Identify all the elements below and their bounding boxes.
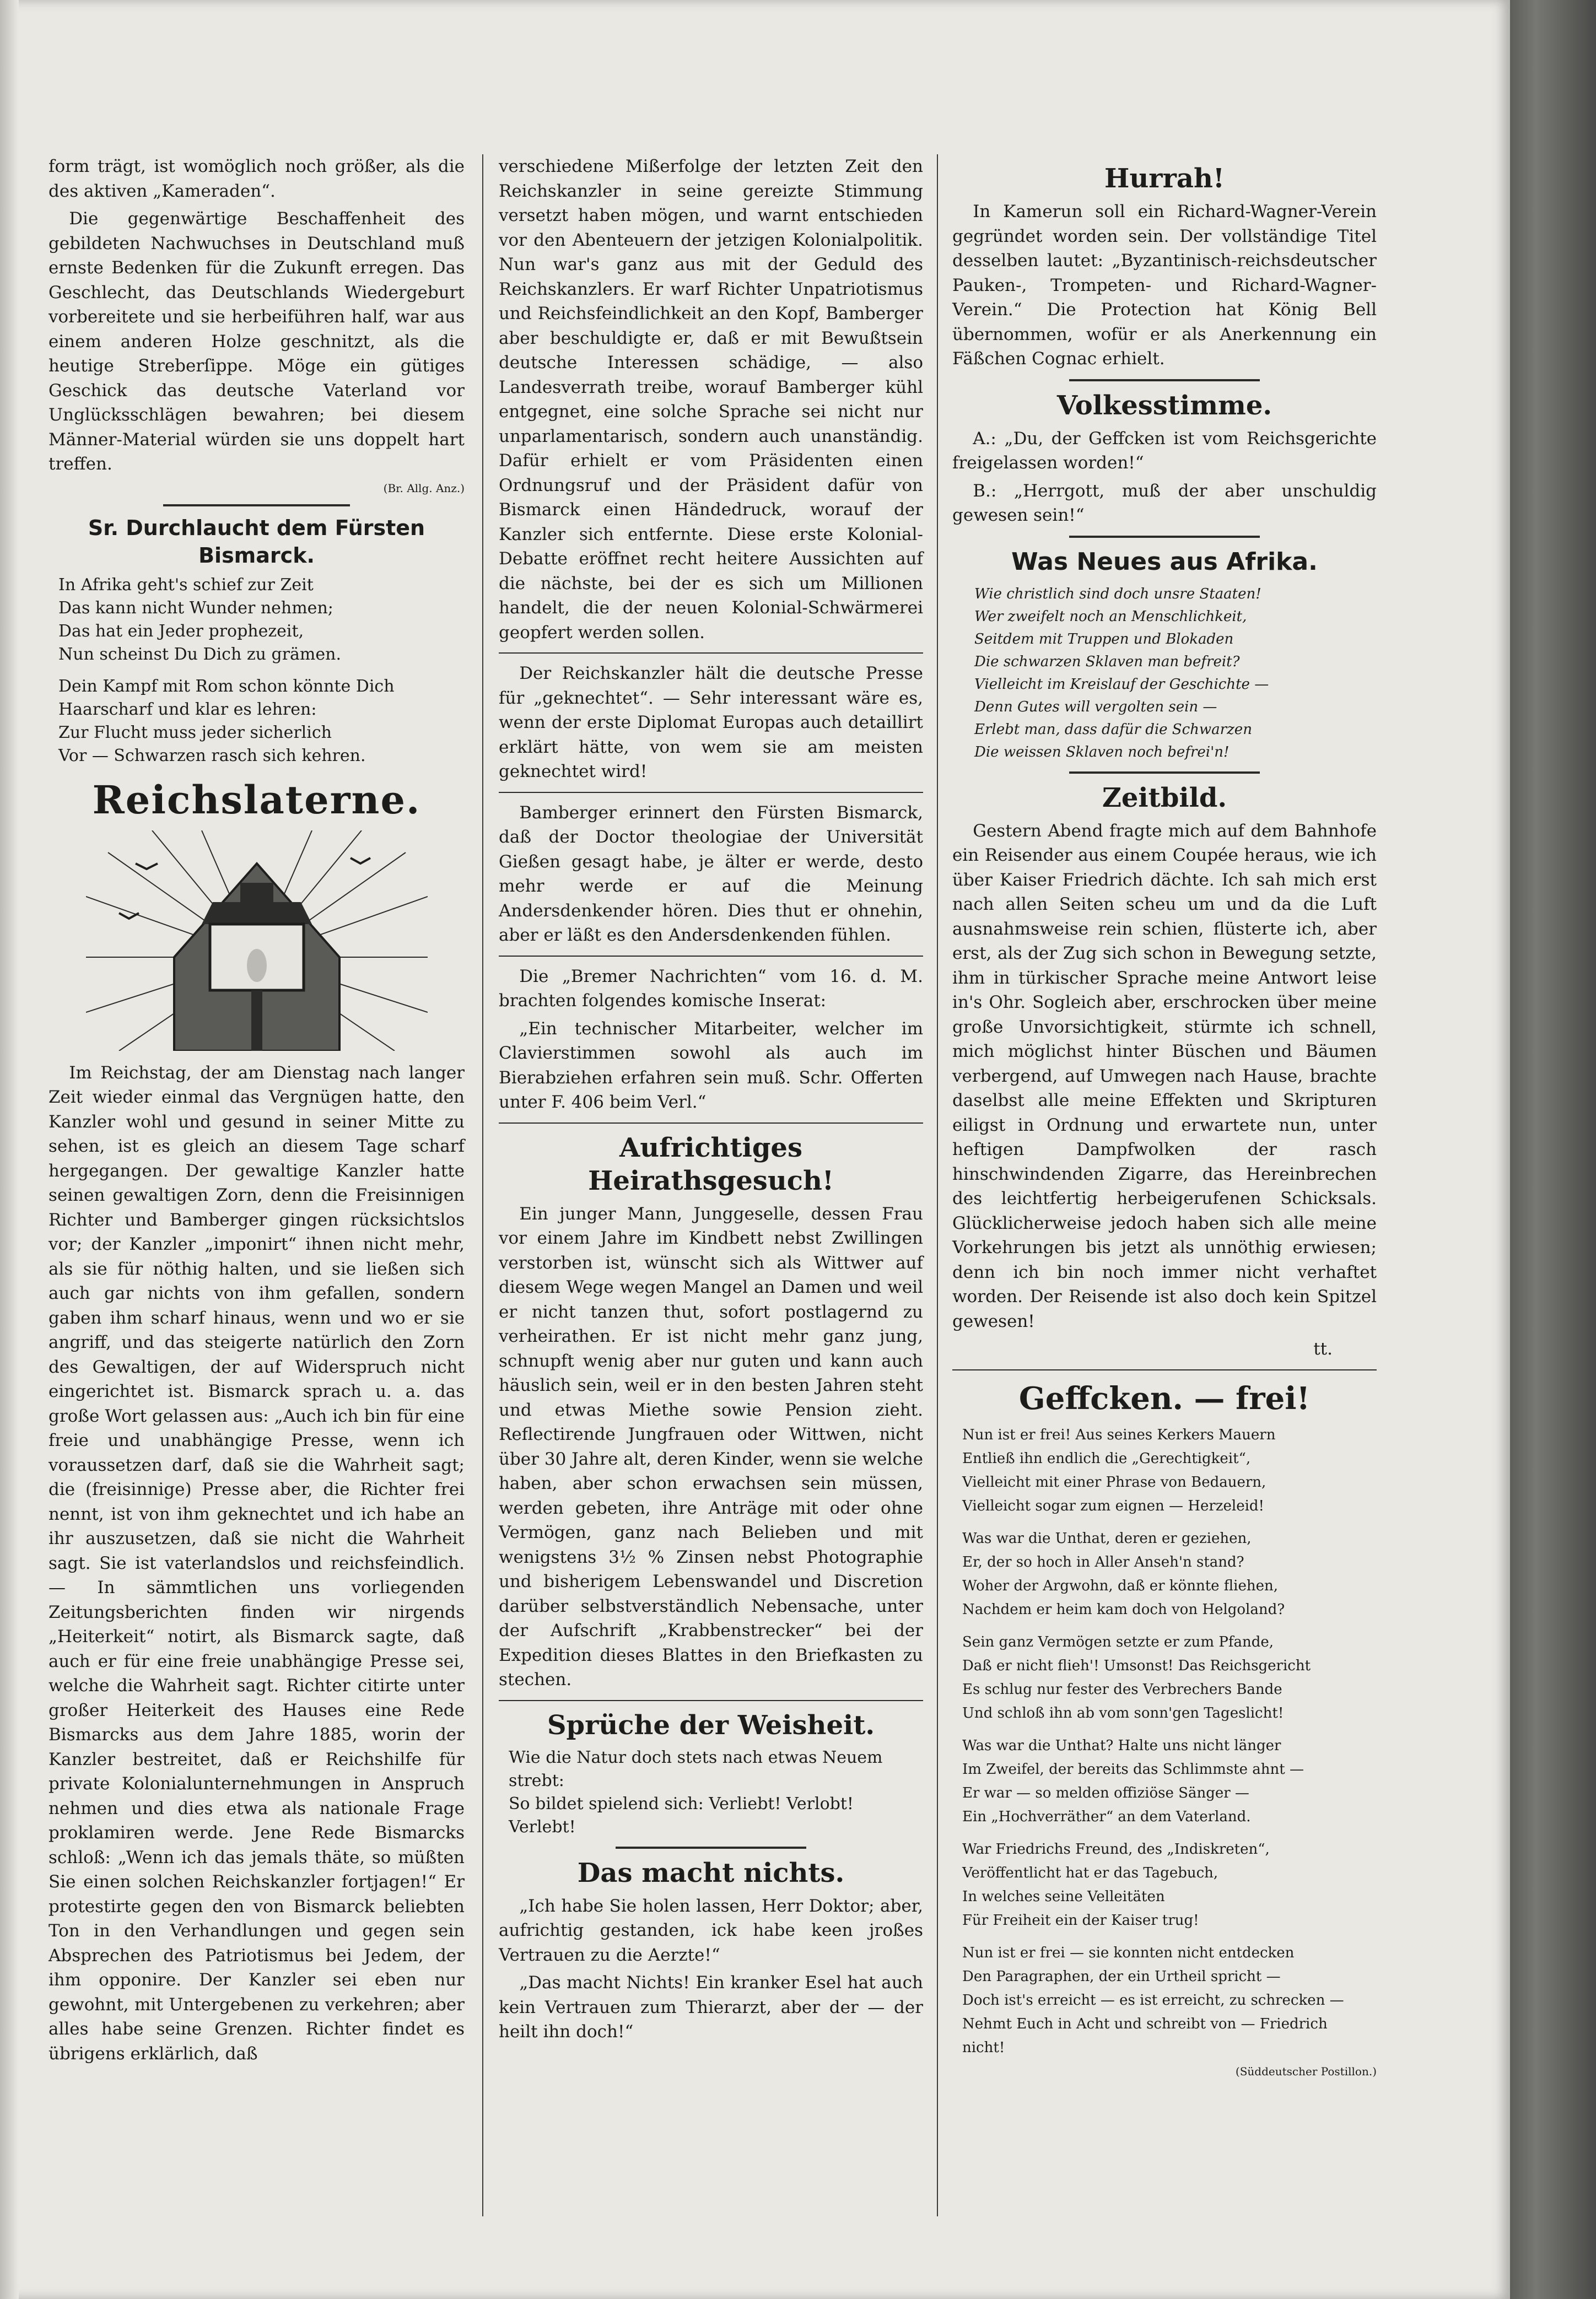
separator-rule (616, 1847, 807, 1849)
poem-line: Er war — so melden offiziöse Sänger — (962, 1784, 1249, 1801)
poem-line: Wie christlich sind doch unsre Staaten! (974, 585, 1261, 602)
separator-line (499, 792, 923, 793)
poem-line: nicht! (962, 2039, 1005, 2056)
separator-rule (163, 504, 351, 506)
column-rule-1 (482, 154, 483, 2216)
bismarck-title: Sr. Durchlaucht dem Fürsten Bismarck. (88, 515, 425, 568)
poem-line: Und schloß ihn ab vom sonn'gen Tageslicht! (962, 1704, 1284, 1721)
heirathsgesuch-text: Ein junger Mann, Junggeselle, dessen Frau vor einem Jahre im Kindbett nebst Zwillingen verstorben ist, wünscht sich als Wittwer auf diesem Wege wegen Mangel an Damen und weil er nicht tanzen thut, sofort postlagernd zu verheirathen. Er ist nicht mehr ganz jung, schnupft wenig aber nur guten und kann auch häuslich sein, weil er in den besten Jahren steht und etwas Miethe sowie Pension zieht. Reflectirende Jungfrauen oder Wittwen, nicht über 30 Jahre alt, deren Kinder, wenn sie welche haben, aber schon erwachsen sein müssen, werden gebeten, ihre Anträge mit oder ohne Vermögen, ganz nach Belieben und mit wenigstens 3½ % Zinsen nebst Photographie und bisherigem Lebenswandel und Discretion darüber selbstverständlich Nebensache, unter der Aufschrift „Krabbenstrecker“ bei der Expedition dieses Blattes in den Briefkasten zu stechen. (499, 1204, 923, 1690)
poem-line: Verlebt! (509, 1817, 576, 1837)
poem-line: Doch ist's erreicht — es ist erreicht, zu schrecken — (962, 1992, 1344, 2009)
poem-line: Sein ganz Vermögen setzte er zum Pfande, (962, 1633, 1274, 1650)
volkesstimme-a: A.: „Du, der Geffcken ist vom Reichsgerichte freigelassen worden!“ (952, 428, 1377, 473)
poem-line: In welches seine Velleitäten (962, 1888, 1165, 1905)
inserat-quote: „Ein technischer Mitarbeiter, welcher im Clavierstimmen sowohl als auch im Bierabziehen erfahren sein muß. Schr. Offerten unter F. 406 beim Verl.“ (499, 1018, 923, 1112)
hurrah-title: Hurrah! (1104, 163, 1225, 194)
col2-paragraph-4: Die „Bremer Nachrichten“ vom 16. d. M. brachten folgendes komische Inserat: (499, 966, 923, 1011)
zeitbild-title: Zeitbild. (1102, 782, 1227, 813)
poem-line: Das kann nicht Wunder nehmen; (58, 598, 333, 618)
poem-line: Vielleicht sogar zum eignen — Herzeleid! (962, 1497, 1265, 1514)
separator-line (499, 956, 923, 957)
poem-line (962, 1622, 1377, 1631)
poem-line: Zur Flucht muss jeder sicherlich (58, 722, 332, 742)
column-3 (952, 154, 1377, 2227)
col1-paragraph-1: form trägt, ist womöglich noch größer, als die des aktiven „Kameraden“. (48, 156, 465, 201)
separator-line (952, 1369, 1377, 1370)
poem-line: Seitdem mit Truppen und Blokaden (974, 630, 1234, 647)
poem-line (962, 1725, 1377, 1734)
poem-line: Nun scheinst Du Dich zu grämen. (58, 644, 341, 664)
poem-line: Dein Kampf mit Rom schon könnte Dich (58, 676, 395, 696)
separator-rule (1069, 771, 1260, 774)
poem-line: strebt: (509, 1771, 564, 1790)
col2-paragraph-2: Der Reichskanzler hält die deutsche Presse für „geknechtet“. — Sehr interessant wäre es, wenn der erste Diplomat Europas auch detaillirt erklärt hätte, von wem sie am meisten geknechtet wird! (499, 663, 923, 781)
poem-line: Vor — Schwarzen rasch sich kehren. (58, 746, 366, 765)
poem-line: Das hat ein Jeder prophezeit, (58, 621, 304, 641)
lantern-illustration (86, 830, 428, 1051)
col1-paragraph-2: Die gegenwärtige Beschaffenheit des gebildeten Nachwuchses in Deutschland muß ernste Bedenken für die Zukunft erregen. Das Geschlecht, das Deutschlands Wiedergeburt vorbereitete und sie herbeiführen half, war aus einem anderen Holze geschnitzt, als die heutige Streberſippe. Möge ein gütiges Geschick das deutsche Vaterland vor Unglücksschlägen bewahren; bei diesem Männer-Material würden sie uns doppelt hart treffen. (48, 209, 465, 474)
weisheit-poem (509, 1746, 923, 1839)
poem-line: Es schlug nur fester des Verbrechers Bande (962, 1681, 1282, 1698)
geffcken-poem (962, 1423, 1377, 2060)
macht-nichts-paragraph-1: „Ich habe Sie holen lassen, Herr Doktor; aber, aufrichtig gestanden, ick habe keen jroßes Vertrauen zu die Aerzte!“ (499, 1896, 923, 1965)
poem-line: Er, der so hoch in Aller Anseh'n stand? (962, 1553, 1244, 1571)
afrika-poem (974, 583, 1377, 764)
poem-line: Im Zweifel, der bereits das Schlimmste ahnt — (962, 1761, 1304, 1778)
separator-rule (1069, 536, 1260, 538)
poem-line: Veröffentlicht hat er das Tagebuch, (962, 1864, 1218, 1881)
reichslaterne-text: Im Reichstag, der am Dienstag nach langer Zeit wieder einmal das Vergnügen hatte, den Kanzler wohl und gesund in seiner Mitte zu sehen, ist es gleich an diesem Tage scharf hergegangen. Der gewaltige Kanzler hatte seinen gewaltigen Zorn, denn die Freisinnigen Richter und Bamberger gingen rücksichtslos vor; der Kanzler „imponirt“ ihnen nicht mehr, als sie für nöthig halten, und sie ließen sich auch gar nichts von ihm gefallen, sondern gaben ihm scharf hinaus, wenn und wo er sie angriff, und das steigerte natürlich den Zorn des Gewaltigen, der auf Widerspruch nicht eingerichtet ist. Bismarck sprach u. a. das große Wort gelassen aus: „Auch ich bin für eine freie und unabhängige Presse, wenn ich voraussetzen darf, daß sie die Wahrheit sagt; die (freisinnige) Presse aber, die Richter frei nennt, ist von ihm geknechtet und ich habe an ihr auszusetzen, daß sie nicht die Wahrheit sagt. Sie ist vaterlandslos und reichsfeindlich. — In sämmtlichen uns vorliegenden Zeitungsberichten finden wir nirgends „Heiterkeit“ notirt, als Bismarck sagte, daß auch er für eine freie unabhängige Presse sei, welche die Wahrheit sagt. Richter citirte unter großer Heiterkeit des Hauses eine Rede Bismarcks aus dem Jahre 1885, worin der Kanzler bestreitet, daß er Reichshilfe für private Kolonialunternehmungen in Anspruch nehmen und dies etwa als nationale Frage proklamiren werde. Jene Rede Bismarcks schloß: „Wenn ich das jemals thäte, so müßten Sie einen solchen Reichskanzler fortjagen!“ Er protestirte gegen den von Bismarck beliebten Ton in den Verhandlungen und gegen sein Absprechen des Patriotismus bei Jedem, der ihm opponire. Der Kanzler sei eben nur gewohnt, mit Untergebenen zu verkehren; aber alles habe seine Grenzen. Richter findet es übrigens erklärlich, daß (48, 1062, 465, 2064)
source-note: (Br. Allg. Anz.) (383, 481, 465, 495)
macht-nichts-title: Das macht nichts. (577, 1857, 845, 1888)
column-2 (499, 154, 923, 2227)
poem-line: Wie die Natur doch stets nach etwas Neuem (509, 1747, 883, 1767)
poem-line: Nachdem er heim kam doch von Helgoland? (962, 1601, 1285, 1618)
poem-line: Die schwarzen Sklaven man befreit? (974, 653, 1240, 670)
geffcken-title: Geffcken. — frei! (1018, 1380, 1311, 1417)
poem-line: Nun ist er frei! Aus seines Kerkers Mauern (962, 1426, 1276, 1443)
col2-paragraph-1: verschiedene Mißerfolge der letzten Zeit den Reichskanzler in seine gereizte Stimmung versetzt haben mögen, und warnt entschieden vor den Abenteuern der jetzigen Kolonialpolitik. Nun war's ganz aus mit der Geduld des Reichskanzlers. Er warf Richter Unpatriotismus und Reichsfeindlichkeit an den Kopf, Bamberger aber beschuldigte er, daß er mit Bewußtsein deutsche Interessen schädige, — also Landesverrath treibe, worauf Bamberger kühl entgegnet, eine solche Sprache sei nicht nur unparlamentarisch, sondern auch unanständig. Dafür erhielt er vom Präsidenten einen Ordnungsruf und der Präsident dafür von Bismarck einen Händedruck, worauf der Kanzler sich entfernte. Diese erste Kolonial-Debatte eröffnet recht heitere Aussichten auf die nächste, bei der es sich um Millionen handelt, die der neuen Kolonial-Schwärmerei geopfert werden sollen. (499, 156, 923, 643)
poem-line: Vielleicht im Kreislauf der Geschichte — (974, 676, 1269, 693)
poem-line (58, 666, 465, 675)
reichslaterne-title: Reichslaterne. (92, 776, 421, 823)
poem-line: In Afrika geht's schief zur Zeit (58, 575, 314, 595)
poem-line: Nehmt Euch in Acht und schreibt von — Friedrich (962, 2015, 1328, 2032)
poem-line (962, 1933, 1377, 1941)
poem-line (962, 1518, 1377, 1527)
volkesstimme-title: Volkesstimme. (1056, 390, 1273, 421)
poem-line: Die weissen Sklaven noch befrei'n! (974, 743, 1230, 760)
poem-line: Für Freiheit ein der Kaiser trug! (962, 1912, 1199, 1929)
separator-line (499, 1700, 923, 1701)
zeitbild-text: Gestern Abend fragte mich auf dem Bahnhofe ein Reisender aus einem Coupée heraus, wie ich über Kaiser Friedrich dächte. Ich sah mich erst nach allen Seiten scheu um und da die Luft ausnahmsweise rein schien, flüsterte ich, aber erst, als der Zug sich schon in Bewegung setzte, ihm in türkischer Sprache meine Antwort leise in's Ohr. Sogleich aber, erschrocken über meine große Unvorsichtigkeit, stürmte ich schnell, mich möglichst hinter Büschen und Bäumen verbergend, auf Umwegen nach Hause, brachte daselbst alle meine Effekten und Skripturen eiligst in Ordnung und erwartete nun, unter heftigen Dampfwolken der rasch hinschwindenden Zigarre, das Hereinbrechen des leichtfertig herbeigerufenen Schicksals. Glücklicherweise jedoch haben sich alle meine Vorkehrungen bis jetzt als unnöthig erwiesen; denn ich bin noch immer nicht verhaftet worden. Der Reisende ist also doch kein Spitzel gewesen! (952, 821, 1377, 1331)
poem-line: Was war die Unthat? Halte uns nicht länger (962, 1737, 1281, 1754)
heirathsgesuch-title: Aufrichtiges Heirathsgesuch! (588, 1132, 834, 1196)
poem-line: Den Paragraphen, der ein Urtheil spricht — (962, 1968, 1281, 1985)
separator-rule (1069, 379, 1260, 381)
column-rule-2 (937, 154, 938, 2216)
weisheit-title: Sprüche der Weisheit. (547, 1709, 875, 1741)
binding-edge (0, 0, 19, 2299)
poem-line: War Friedrichs Freund, des „Indiskreten“, (962, 1841, 1270, 1858)
poem-line (962, 1829, 1377, 1838)
bismarck-poem (58, 574, 465, 768)
poem-line: Wer zweifelt noch an Menschlichkeit, (974, 608, 1247, 625)
col2-paragraph-3: Bamberger erinnert den Fürsten Bismarck, daß der Doctor theologiae der Universität Gießen gesagt habe, je älter er werde, desto mehr werde er auf die Meinung Andersdenkender hören. Dies thut er ohnehin, aber er läßt es den Andersdenkenden fühlen. (499, 802, 923, 945)
poem-line: Was war die Unthat, deren er geziehen, (962, 1530, 1252, 1547)
poem-line: Haarscharf und klar es lehren: (58, 699, 317, 719)
separator-line (499, 652, 923, 654)
poem-line: Entließ ihn endlich die „Gerechtigkeit“, (962, 1450, 1251, 1467)
poem-line: Vielleicht mit einer Phrase von Bedauern, (962, 1474, 1266, 1491)
poem-line: Ein „Hochverräther“ an dem Vaterland. (962, 1808, 1251, 1825)
poem-line: Erlebt man, dass dafür die Schwarzen (974, 721, 1252, 738)
volkesstimme-b: B.: „Herrgott, muß der aber unschuldig gewesen sein!“ (952, 481, 1377, 525)
afrika-title: Was Neues aus Afrika. (1011, 547, 1318, 576)
poem-line: Denn Gutes will vergolten sein — (974, 698, 1217, 715)
macht-nichts-paragraph-2: „Das macht Nichts! Ein kranker Esel hat auch kein Vertrauen zum Thierarzt, aber der — der heilt ihn doch!“ (499, 1973, 923, 2042)
book-spine (1510, 0, 1596, 2299)
zeitbild-signature: tt. (1313, 1339, 1333, 1359)
poem-line: So bildet spielend sich: Verliebt! Verlobt! (509, 1794, 854, 1814)
column-1 (48, 154, 465, 2227)
poem-line: Woher der Argwohn, daß er könnte fliehen, (962, 1577, 1278, 1594)
poem-line: Daß er nicht flieh'! Umsonst! Das Reichsgericht (962, 1657, 1311, 1674)
separator-line (499, 1122, 923, 1124)
poem-line: Nun ist er frei — sie konnten nicht entdecken (962, 1944, 1295, 1961)
geffcken-source: (Süddeutscher Postillon.) (1235, 2064, 1377, 2078)
hurrah-text: In Kamerun soll ein Richard-Wagner-Verein gegründet worden sein. Der vollständige Titel desselben lautet: „Byzantinisch-reichsdeutscher Pauken-, Trompeten- und Richard-Wagner-Verein.“ Die Protection hat König Bell übernommen, wofür er als Anerkennung ein Fäßchen Cognac erhielt. (952, 202, 1377, 369)
